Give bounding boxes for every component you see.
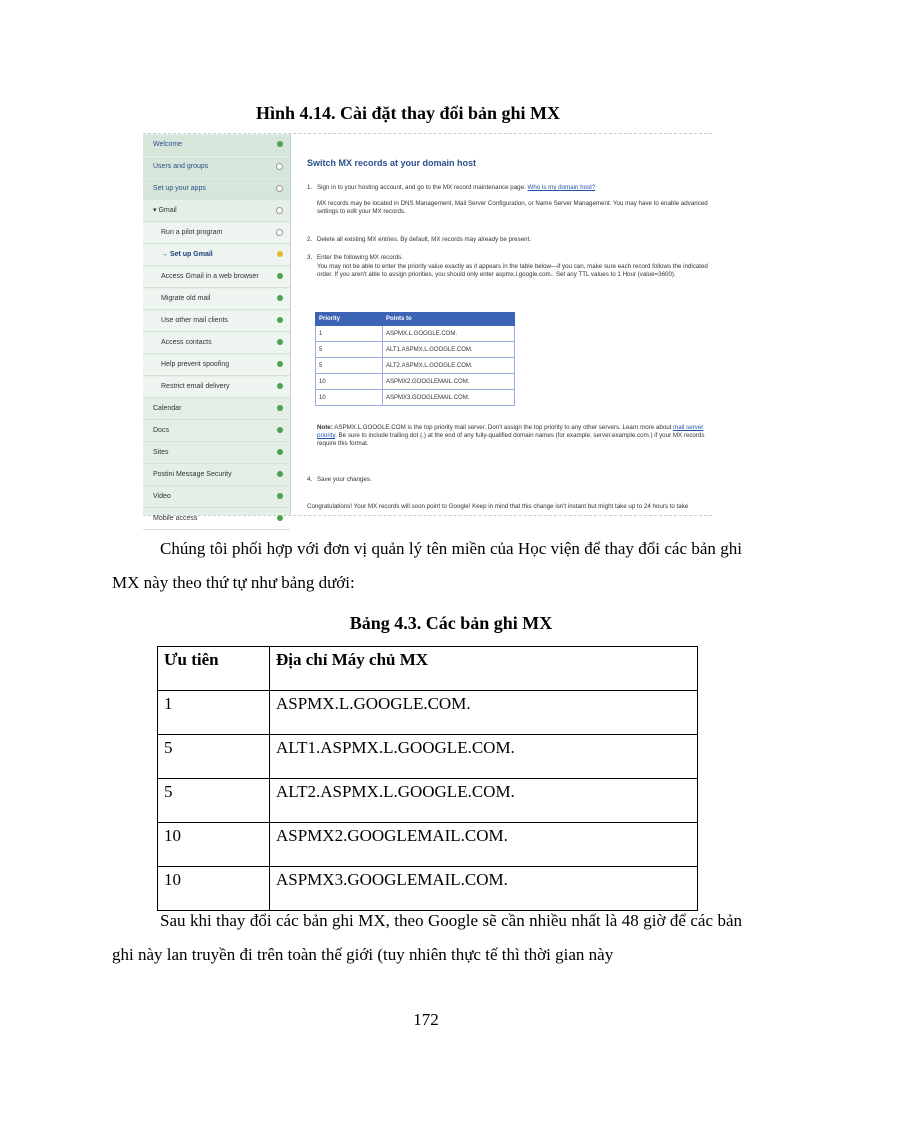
step-text: Enter the following MX records. [317, 254, 403, 261]
mini-cell-priority: 1 [316, 326, 383, 342]
check-icon [277, 339, 283, 345]
sidebar-item-label: Mobile access [153, 515, 198, 522]
sidebar-item-label: Users and groups [153, 163, 209, 170]
domain-host-link[interactable]: Who is my domain host? [527, 184, 596, 191]
sidebar-item[interactable] [143, 509, 290, 530]
check-icon [277, 449, 283, 455]
note-text-2: . Be sure to include trailing dot (.) at the end of any fully-qualified domain names (for example, server.example.com.) if your MX records require this format. [317, 432, 705, 447]
mini-table-row [316, 358, 515, 374]
step-text: Sign in to your hosting account, and go to the MX record maintenance page. [317, 184, 526, 191]
mini-cell-points-to: ALT2.ASPMX.L.GOOGLE.COM. [383, 358, 515, 374]
panel-heading: Switch MX records at your domain host [307, 158, 477, 168]
check-icon [277, 493, 283, 499]
sidebar-item-label: Restrict email delivery [161, 383, 230, 390]
mini-cell-priority: 10 [316, 390, 383, 406]
cell-priority: 5 [158, 735, 270, 779]
mini-cell-points-to: ALT1.ASPMX.L.GOOGLE.COM. [383, 342, 515, 358]
mini-table-row [316, 326, 515, 342]
step-number: 1. [307, 184, 313, 191]
step-number: 4. [307, 476, 313, 483]
figure-caption: Hình 4.14. Cài đặt thay đổi bản ghi MX [255, 103, 561, 123]
sidebar-item-label: ▾ Gmail [153, 207, 177, 214]
mini-table-row [316, 374, 515, 390]
cell-server-address: ASPMX2.GOOGLEMAIL.COM. [270, 823, 698, 867]
step-text: Delete all existing MX entries. By default, MX records may already be present. [317, 236, 531, 243]
check-icon [277, 405, 283, 411]
table-row [158, 779, 698, 823]
congrats-footer [307, 503, 688, 511]
sidebar-item-label: → Set up Gmail [161, 251, 213, 258]
mini-header-points-to: Points to [383, 313, 515, 326]
cell-server-address: ASPMX.L.GOOGLE.COM. [270, 691, 698, 735]
sidebar-item[interactable] [143, 399, 290, 420]
sidebar-item-label: Video [153, 493, 171, 500]
cell-server-address: ALT1.ASPMX.L.GOOGLE.COM. [270, 735, 698, 779]
note-label: Note: [317, 424, 333, 431]
sidebar-item[interactable] [143, 267, 290, 288]
sidebar-item-label: Run a pilot program [161, 229, 223, 236]
step-number: 3. [307, 254, 313, 261]
sidebar-item[interactable] [143, 311, 290, 332]
sidebar-item[interactable] [143, 135, 290, 156]
sidebar-item[interactable] [143, 465, 290, 486]
cell-server-address: ASPMX3.GOOGLEMAIL.COM. [270, 867, 698, 911]
sidebar-item-label: Set up your apps [153, 185, 206, 192]
check-icon [277, 383, 283, 389]
mini-cell-priority: 10 [316, 374, 383, 390]
mx-records-table [157, 646, 698, 911]
check-icon [277, 515, 283, 521]
sidebar-item-label: Access contacts [161, 339, 212, 346]
header-priority: Ưu tiên [158, 647, 270, 691]
sidebar-item-label: Calendar [153, 405, 182, 412]
sidebar-item[interactable] [143, 377, 290, 398]
pending-icon [276, 207, 283, 214]
sidebar-item-label: Migrate old mail [161, 295, 211, 302]
mini-table-row [316, 390, 515, 406]
check-icon [277, 317, 283, 323]
mini-table-row [316, 342, 515, 358]
mini-cell-points-to: ASPMX2.GOOGLEMAIL.COM. [383, 374, 515, 390]
check-icon [277, 273, 283, 279]
sidebar-item-label: Sites [153, 449, 169, 456]
sidebar-item-label: Welcome [153, 141, 183, 148]
table-caption: Bảng 4.3. Các bản ghi MX [349, 613, 553, 633]
table-row [158, 691, 698, 735]
check-icon [277, 471, 283, 477]
check-icon [277, 427, 283, 433]
sidebar-item-label: Docs [153, 427, 169, 434]
pending-icon [276, 163, 283, 170]
step-note: You may not be able to enter the priority value exactly as it appears in the table below—if you can, make sure each record follows the indicated order. If you aren't able to assign priorities, you should only enter aspmx.l.google.com.. Set any TTL values to 1 Hour (value=3600). [317, 263, 708, 278]
setup-main-panel [301, 134, 709, 515]
mail-server-priority-link[interactable]: mail server priority [317, 424, 704, 439]
body-paragraph-1: Chúng tôi phối hợp với đơn vị quản lý tên miền của Học viện để thay đổi các bản ghi MX này theo thứ tự như bảng dưới: [112, 539, 742, 592]
step-text: Save your changes. [317, 476, 372, 483]
page-number: 172 [413, 1010, 439, 1029]
sidebar-item[interactable] [143, 333, 290, 354]
cell-priority: 10 [158, 823, 270, 867]
sidebar-item[interactable] [143, 245, 290, 266]
sidebar-item-label: Help prevent spoofing [161, 361, 230, 368]
sidebar-item[interactable] [143, 223, 290, 244]
step-number: 2. [307, 236, 313, 243]
warning-icon [277, 251, 283, 257]
table-row [158, 735, 698, 779]
mini-header-priority: Priority [316, 313, 383, 326]
embedded-screenshot [143, 133, 712, 522]
pending-icon [276, 229, 283, 236]
sidebar-item[interactable] [143, 487, 290, 508]
mx-records-mini-table [315, 312, 515, 406]
sidebar-item[interactable] [143, 289, 290, 310]
sidebar-item[interactable] [143, 179, 290, 200]
mini-cell-priority: 5 [316, 342, 383, 358]
step-note: MX records may be located in DNS Management, Mail Server Configuration, or Name Server Management. You may have to enable advanced settings to edit your MX records. [317, 200, 708, 215]
sidebar-item[interactable] [143, 201, 290, 222]
sidebar-item[interactable] [143, 421, 290, 442]
sidebar-item[interactable] [143, 157, 290, 178]
cell-server-address: ALT2.ASPMX.L.GOOGLE.COM. [270, 779, 698, 823]
body-paragraph-2: Sau khi thay đổi các bản ghi MX, theo Google sẽ cần nhiều nhất là 48 giờ để các bản ghi này lan truyền đi trên toàn thế giới (tuy nhiên thực tế thì thời gian này [112, 911, 742, 964]
sidebar-item-label: Use other mail clients [161, 317, 228, 324]
sidebar-item-label: Postini Message Security [153, 471, 232, 478]
check-icon [277, 141, 283, 147]
check-icon [277, 361, 283, 367]
footer-text: Congratulations! Your MX records will soon point to Google! Keep in mind that this change isn't instant but might take up to 24 hours to take [307, 503, 689, 510]
table-header-row [158, 647, 698, 691]
sidebar-item-label: Access Gmail in a web browser [161, 273, 259, 280]
mini-cell-points-to: ASPMX3.GOOGLEMAIL.COM. [383, 390, 515, 406]
pending-icon [276, 185, 283, 192]
mini-cell-priority: 5 [316, 358, 383, 374]
table-row [158, 823, 698, 867]
cell-priority: 10 [158, 867, 270, 911]
check-icon [277, 295, 283, 301]
sidebar-item[interactable] [143, 443, 290, 464]
header-server-address: Địa chỉ Máy chủ MX [270, 647, 698, 691]
note-text: ASPMX.L.GOOGLE.COM is the top priority mail server. Don't assign the top priority to any other servers. Learn more about [334, 424, 672, 431]
sidebar-item[interactable] [143, 355, 290, 376]
setup-sidebar [143, 134, 291, 522]
cell-priority: 5 [158, 779, 270, 823]
mini-cell-points-to: ASPMX.L.GOOGLE.COM. [383, 326, 515, 342]
cell-priority: 1 [158, 691, 270, 735]
